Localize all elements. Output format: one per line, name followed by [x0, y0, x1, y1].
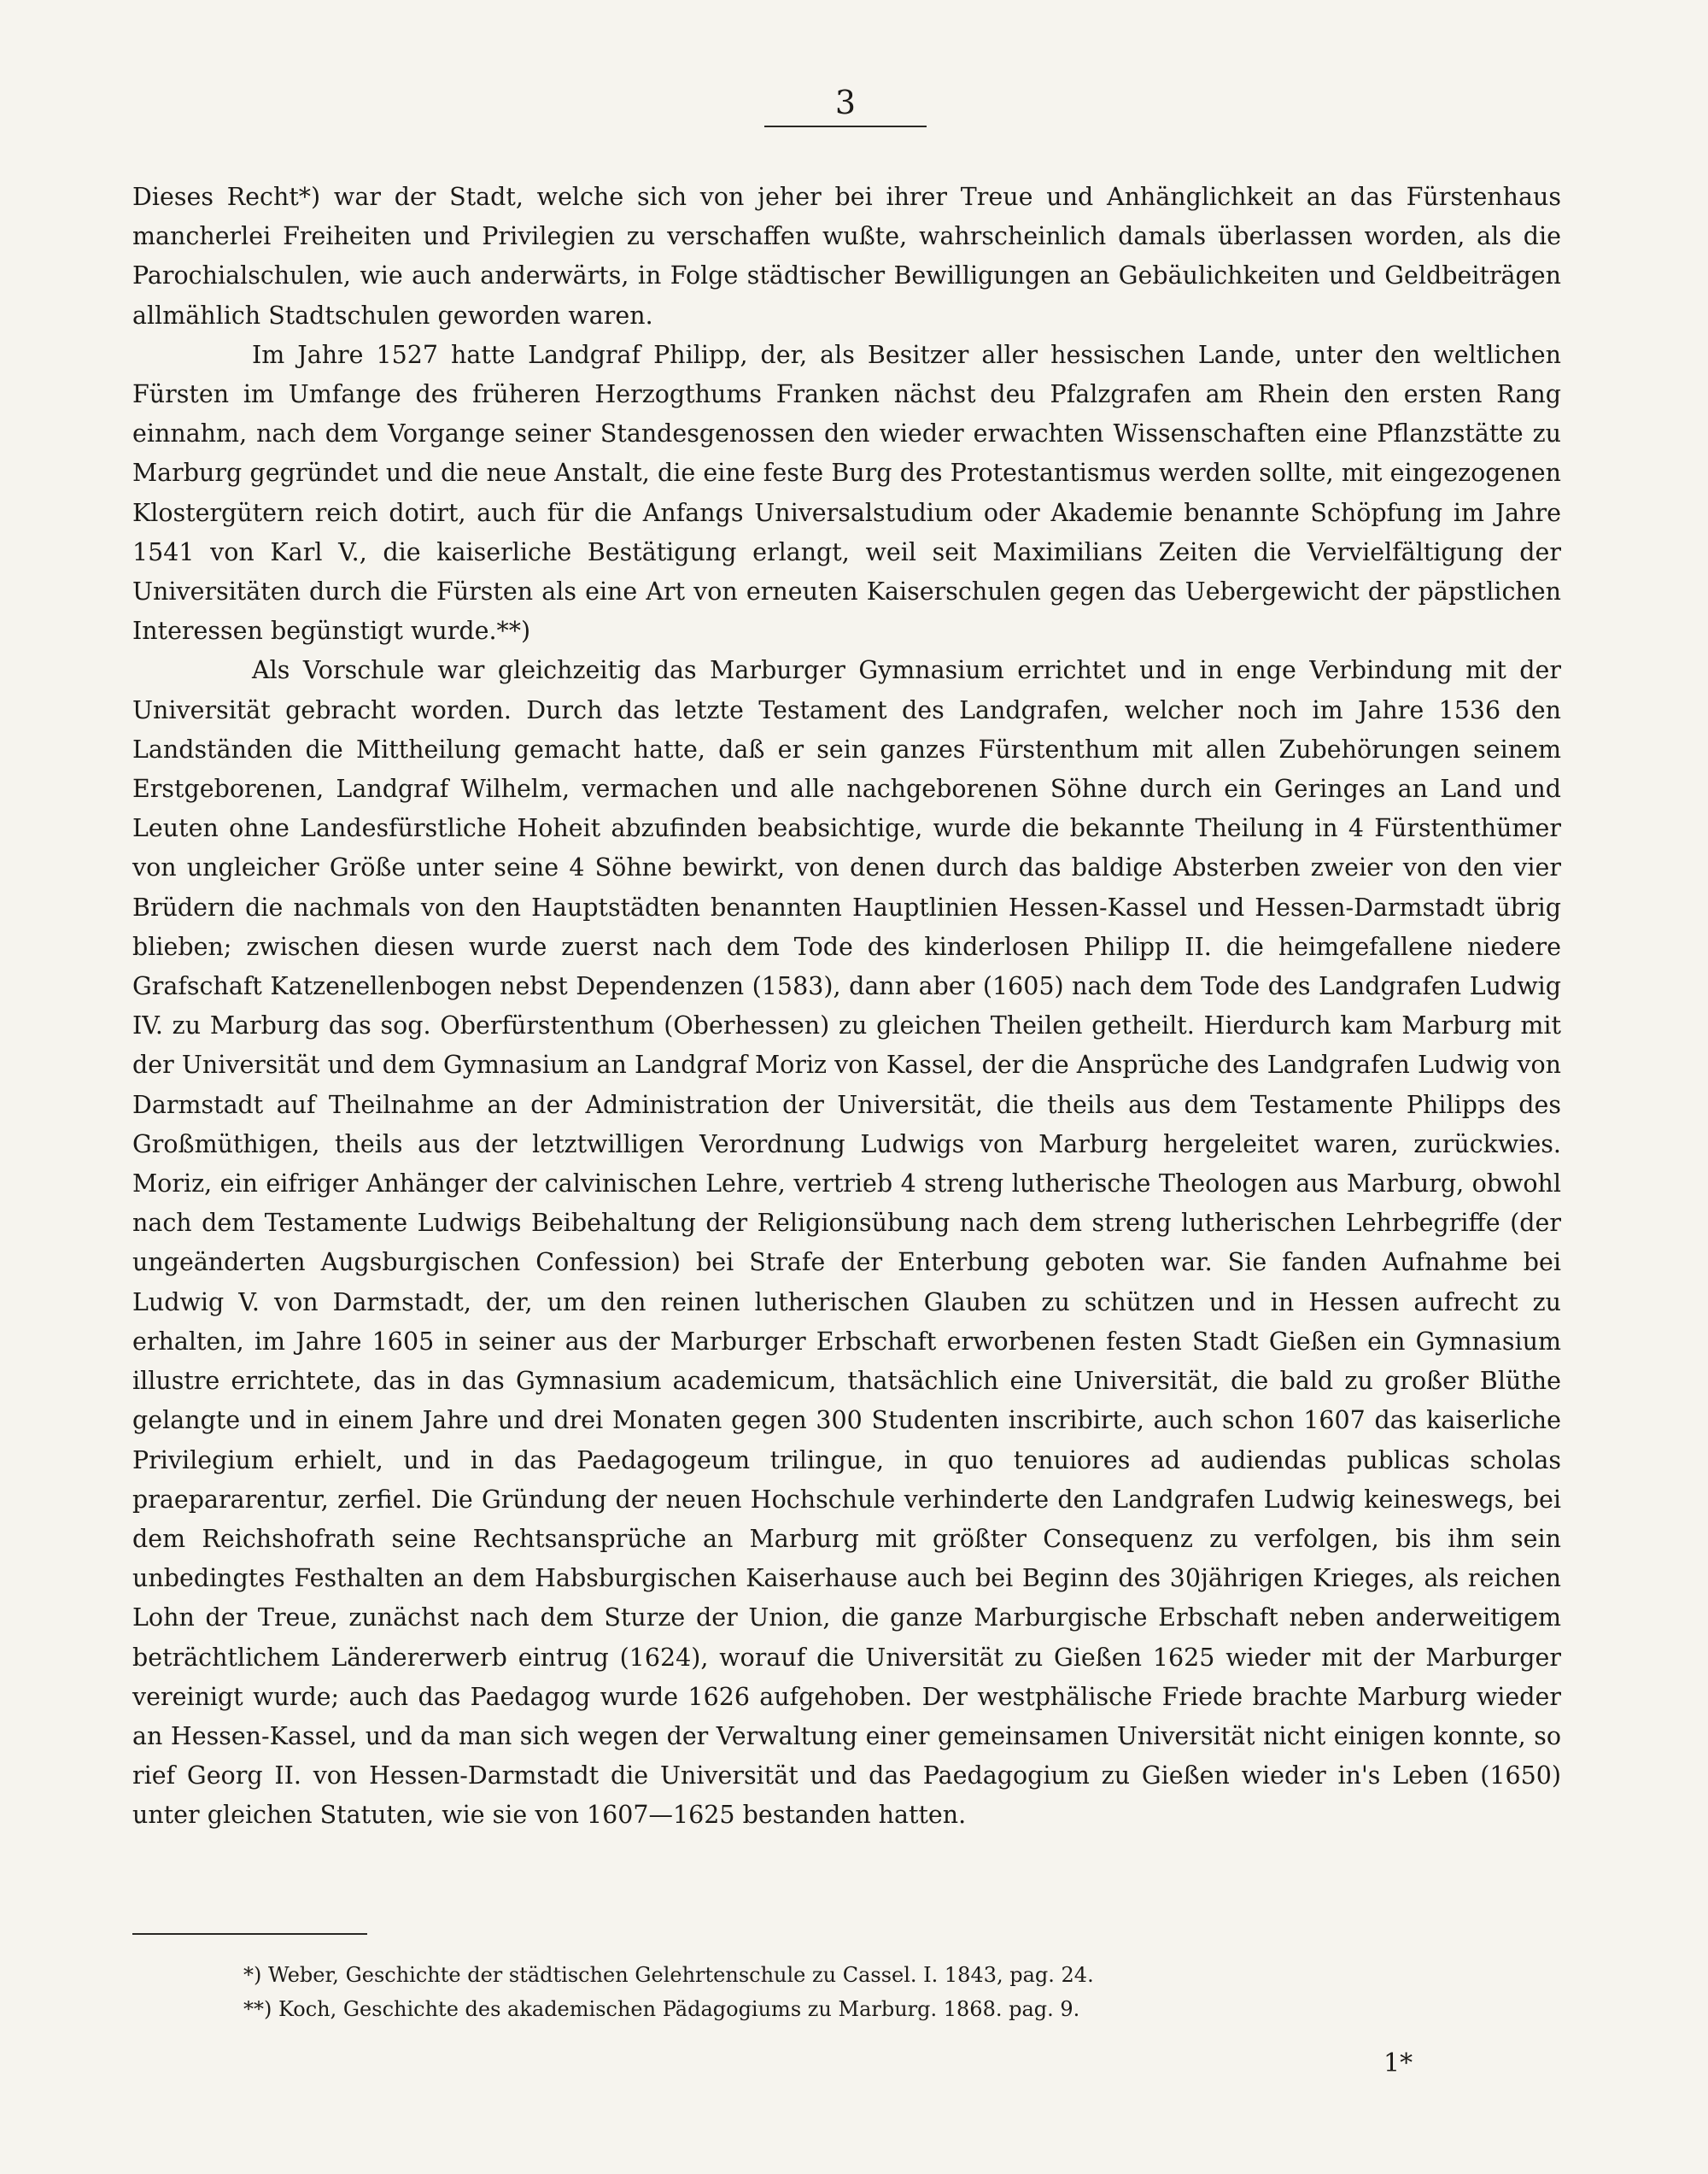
signature-mark: 1*	[1383, 2048, 1413, 2078]
page-number-rule	[764, 126, 927, 127]
paragraph: Dieses Recht*) war der Stadt, welche sich von jeher bei ihrer Treue und Anhänglichkeit an das Fürstenhaus mancherlei Freiheiten und Privilegien zu verschaffen wußte, wahrscheinlich damals überlassen worden, als die Parochialschulen, wie auch anderwärts, in Folge städtischer Bewilligungen an Gebäulichkeiten und Geldbeiträgen allmählich Stadtschulen geworden waren.	[132, 183, 1561, 330]
footnotes	[243, 1958, 1311, 2026]
footnote: **) Koch, Geschichte des akademischen Pädagogiums zu Marburg. 1868. pag. 9.	[243, 1997, 1080, 2021]
page-number: 3	[834, 84, 857, 121]
paragraph: Als Vorschule war gleichzeitig das Marburger Gymnasium errichtet und in enge Verbindung mit der Universität gebracht worden. Durch das letzte Testament des Landgrafen, welcher noch im Jahre 1536 den Landständen die Mittheilung gemacht hatte, daß er sein ganzes Fürstenthum mit allen Zubehörungen seinem Erstgeborenen, Landgraf Wilhelm, vermachen und alle nachgeborenen Söhne durch ein Geringes an Land und Leuten ohne Landesfürstliche Hoheit abzufinden beabsichtige, wurde die bekannte Theilung in 4 Fürstenthümer von ungleicher Größe unter seine 4 Söhne bewirkt, von denen durch das baldige Absterben zweier von den vier Brüdern die nachmals von den Hauptstädten benannten Hauptlinien Hessen-Kassel und Hessen-Darmstadt übrig blieben; zwischen diesen wurde zuerst nach dem Tode des kinderlosen Philipp II. die heimgefallene niedere Grafschaft Katzenellenbogen nebst Dependenzen (1583), dann aber (1605) nach dem Tode des Landgrafen Ludwig IV. zu Marburg das sog. Oberfürstenthum (Oberhessen) zu gleichen Theilen getheilt. Hierdurch kam Marburg mit der Universität und dem Gymnasium an Landgraf Moriz von Kassel, der die Ansprüche des Landgrafen Ludwig von Darmstadt auf Theilnahme an der Administration der Universität, die theils aus dem Testamente Philipps des Großmüthigen, theils aus der letztwilligen Verordnung Ludwigs von Marburg hergeleitet waren, zurückwies. Moriz, ein eifriger Anhänger der calvinischen Lehre, vertrieb 4 streng lutherische Theologen aus Marburg, obwohl nach dem Testamente Ludwigs Beibehaltung der Religionsübung nach dem streng lutherischen Lehrbegriffe (der ungeänderten Augsburgischen Confession) bei Strafe der Enterbung geboten war. Sie fanden Aufnahme bei Ludwig V. von Darmstadt, der, um den reinen lutherischen Glauben zu schützen und in Hessen aufrecht zu erhalten, im Jahre 1605 in seiner aus der Marburger Erbschaft erworbenen festen Stadt Gießen ein Gymnasium illustre errichtete, das in das Gymnasium academicum, thatsächlich eine Universität, die bald zu großer Blüthe gelangte und in einem Jahre und drei Monaten gegen 300 Studenten inscribirte, auch schon 1607 das kaiserliche Privilegium erhielt, und in das Paedagogeum trilingue, in quo tenuiores ad audiendas publicas scholas praepararentur, zerfiel. Die Gründung der neuen Hochschule verhinderte den Landgrafen Ludwig keineswegs, bei dem Reichshofrath seine Rechtsansprüche an Marburg mit größter Consequenz zu verfolgen, bis ihm sein unbedingtes Festhalten an dem Habsburgischen Kaiserhause auch bei Beginn des 30jährigen Krieges, als reichen Lohn der Treue, zunächst nach dem Sturze der Union, die ganze Marburgische Erbschaft neben anderweitigem beträchtlichem Ländererwerb eintrug (1624), worauf die Universität zu Gießen 1625 wieder mit der Marburger vereinigt wurde; auch das Paedagog wurde 1626 aufgehoben. Der westphälische Friede brachte Marburg wieder an Hessen-Kassel, und da man sich wegen der Verwaltung einer gemeinsamen Universität nicht einigen konnte, so rief Georg II. von Hessen-Darmstadt die Universität und das Paedagogium zu Gießen wieder in's Leben (1650) unter gleichen Statuten, wie sie von 1607—1625 bestanden hatten.	[132, 656, 1561, 1830]
body-text	[132, 178, 1561, 1836]
paragraph: Im Jahre 1527 hatte Landgraf Philipp, der, als Besitzer aller hessischen Lande, unter den weltlichen Fürsten im Umfange des früheren Herzogthums Franken nächst deu Pfalzgrafen am Rhein den ersten Rang einnahm, nach dem Vorgange seiner Standesgenossen den wieder erwachten Wissenschaften eine Pflanzstätte zu Marburg gegründet und die neue Anstalt, die eine feste Burg des Protestantismus werden sollte, mit eingezogenen Klostergütern reich dotirt, auch für die Anfangs Universalstudium oder Akademie benannte Schöpfung im Jahre 1541 von Karl V., die kaiserliche Bestätigung erlangt, weil seit Maximilians Zeiten die Vervielfältigung der Universitäten durch die Fürsten als eine Art von erneuten Kaiserschulen gegen das Uebergewicht der päpstlichen Interessen begünstigt wurde.**)	[132, 340, 1561, 646]
footnote-rule	[132, 1933, 367, 1935]
footnote: *) Weber, Geschichte der städtischen Gelehrtenschule zu Cassel. I. 1843, pag. 24.	[243, 1963, 1094, 1987]
